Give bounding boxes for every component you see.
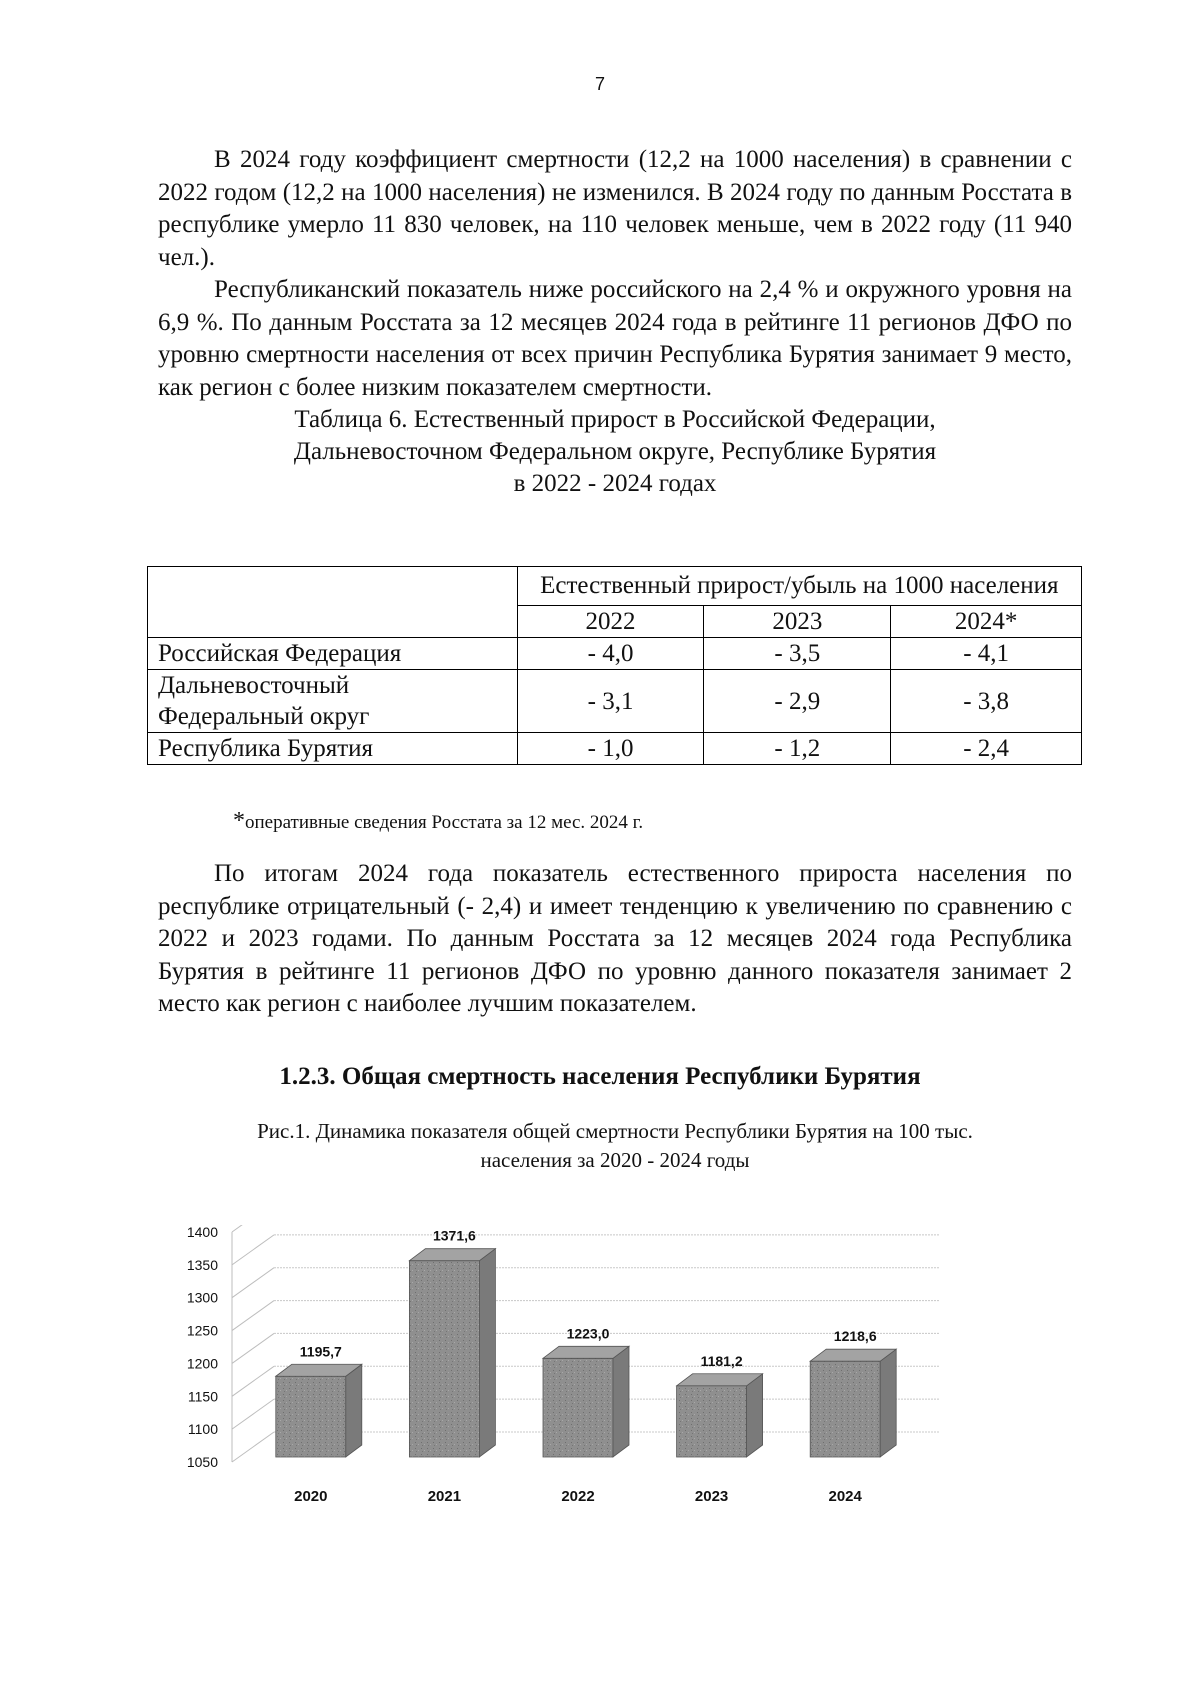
bar-data-label: 1223,0 [566,1325,610,1342]
table-value-cell: - 4,1 [891,638,1082,670]
figure-caption-line-1: Рис.1. Динамика показателя общей смертности Республики Бурятия на 100 тыс. [257,1119,973,1143]
x-category-label: 2022 [561,1488,595,1505]
table-value-cell: - 3,1 [517,670,704,733]
table-region-line-1: Дальневосточный [158,672,350,699]
y-tick-label: 1250 [186,1322,218,1339]
grid-depth-line [232,1399,274,1429]
chart-bars [276,1249,896,1457]
bar-front [276,1376,346,1457]
bar-side [613,1346,629,1457]
grid-depth-line [232,1333,274,1363]
bar-data-label: 1218,6 [833,1328,877,1345]
y-tick-label: 1200 [186,1355,218,1372]
page-number: 7 [594,74,605,94]
footnote-star: * [233,808,245,834]
table-caption-line-1: Таблица 6. Естественный прирост в Российской Федерации, [294,406,936,433]
bar-front [677,1386,747,1457]
table-caption-line-3: в 2022 - 2024 годах [513,470,717,497]
paragraph-comparison: Республиканский показатель ниже российского на 2,4 % и окружного уровня на 6,9 %. По данным Росстата за 12 месяцев 2024 года в рейтинге 11 регионов ДФО по уровню смертности населения от всех причин Республика Бурятия занимает 9 место, как регион с более низким показателем смертности. [158,276,1072,401]
y-tick-label: 1150 [187,1388,218,1405]
footnote-text: оперативные сведения Росстата за 12 мес. 2024 г. [245,812,644,833]
table-year-2022: 2022 [517,606,704,638]
bar-side [747,1374,763,1457]
bar-front [810,1361,880,1457]
x-category-label: 2023 [694,1488,729,1505]
grid-depth-line [232,1366,274,1396]
y-tick-label: 1300 [186,1289,218,1306]
bar-data-label: 1181,2 [700,1352,743,1369]
table-value-cell: - 2,4 [891,733,1082,765]
bar-front [543,1358,613,1457]
table-year-2024: 2024* [891,606,1082,638]
bar-side [346,1364,362,1457]
table-row [148,670,1082,733]
table-value-cell: - 3,8 [891,670,1082,733]
table-footnote [233,808,643,835]
table-region-cell [148,670,518,733]
table-region-cell: Российская Федерация [148,638,518,670]
bar-side [880,1349,896,1457]
table-empty-corner [148,567,518,638]
table-caption-line-2: Дальневосточном Федеральном округе, Республике Бурятия [293,438,937,465]
bar-data-label: 1371,6 [432,1227,476,1244]
figure-caption-line-2: населения за 2020 - 2024 годы [480,1148,750,1172]
table-header-row [148,567,1082,606]
grid-depth-line [232,1225,274,1232]
y-tick-label: 1350 [186,1256,218,1273]
y-tick-label: 1100 [187,1421,218,1438]
table-value-cell: - 4,0 [517,638,704,670]
bar-side [479,1249,495,1457]
natural-growth-table [147,566,1082,765]
table-region-line-2: Федеральный округ [158,703,370,730]
paragraph-mortality-rate: В 2024 году коэффициент смертности (12,2 на 1000 населения) в сравнении с 2022 годом (12,2 на 1000 населения) не изменился. В 2024 году по данным Росстата в республике умерло 11 830 человек, на 110 человек меньше, чем в 2022 году (11 940 чел.). [158,146,1072,271]
bar-data-label: 1195,7 [299,1343,342,1360]
table-row [148,638,1082,670]
section-heading: 1.2.3. Общая смертность населения Республики Бурятия [279,1063,921,1090]
y-tick-label: 1050 [186,1454,218,1470]
grid-depth-line [232,1235,274,1265]
table-region-cell: Республика Бурятия [148,733,518,765]
grid-depth-line [232,1268,274,1298]
table-row [148,733,1082,765]
x-category-label: 2021 [427,1488,462,1505]
figure-caption [180,1117,1050,1175]
x-category-label: 2024 [828,1488,862,1505]
x-category-label: 2020 [294,1488,328,1505]
table-value-cell: - 2,9 [704,670,891,733]
grid-depth-line [232,1301,274,1331]
table-caption [158,404,1072,500]
paragraph-natural-growth: По итогам 2024 года показатель естественного прироста населения по республике отрицательный (- 2,4) и имеет тенденцию к увеличению по сравнению с 2022 и 2023 годами. По данным Росстата за 12 месяцев 2024 года Республика Бурятия в рейтинге 11 регионов ДФО по уровню данного показателя занимает 2 место как регион с наиболее лучшим показателем. [158,860,1072,1017]
mortality-bar-chart [150,1225,1030,1515]
table-value-cell: - 3,5 [704,638,891,670]
bar-front [409,1261,479,1457]
y-tick-label: 1400 [186,1225,218,1240]
grid-depth-line [232,1432,274,1462]
table-value-cell: - 1,0 [517,733,704,765]
table-header-group: Естественный прирост/убыль на 1000 населения [517,567,1081,606]
table-year-2023: 2023 [704,606,891,638]
chart-y-axis [187,1225,232,1470]
table-value-cell: - 1,2 [704,733,891,765]
